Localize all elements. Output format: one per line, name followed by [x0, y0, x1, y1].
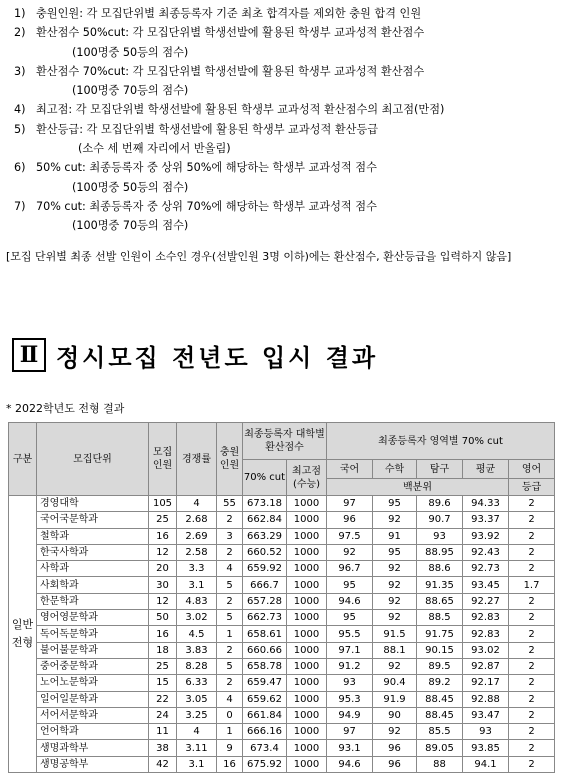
- data-cell: 673.4: [243, 740, 287, 756]
- data-cell: 2: [509, 512, 555, 528]
- data-cell: 2: [509, 528, 555, 544]
- unit-name-cell: 생명과학부: [37, 740, 149, 756]
- data-cell: 2: [217, 512, 243, 528]
- section-title: 정시모집 전년도 입시 결과: [56, 343, 379, 372]
- data-cell: 42: [149, 756, 177, 772]
- unit-name-cell: 언어학과: [37, 724, 149, 740]
- data-cell: 93.47: [463, 707, 509, 723]
- note-subtext: (100명중 50등의 점수): [72, 45, 189, 59]
- header-area-group: 최종등록자 영역별 70% cut: [327, 423, 555, 460]
- note-subtext-row: [8, 216, 556, 235]
- data-cell: 93.1: [327, 740, 373, 756]
- data-cell: 1000: [287, 593, 327, 609]
- data-cell: 660.66: [243, 642, 287, 658]
- data-cell: 92.73: [463, 561, 509, 577]
- note-text: 충원인원: 각 모집단위별 최종등록자 기준 최초 합격자를 제외한 충원 합격 인원: [36, 7, 422, 20]
- note-text: 70% cut: 최종등록자 중 상위 70%에 해당하는 학생부 교과성적 점수: [36, 199, 377, 213]
- data-cell: 92: [373, 724, 417, 740]
- data-cell: 22: [149, 691, 177, 707]
- data-cell: 91: [373, 528, 417, 544]
- data-cell: 88.45: [417, 707, 463, 723]
- data-cell: 673.18: [243, 496, 287, 512]
- data-cell: 38: [149, 740, 177, 756]
- data-cell: 93.37: [463, 512, 509, 528]
- data-cell: 1000: [287, 544, 327, 560]
- table-row: [9, 707, 555, 723]
- table-row: [9, 675, 555, 691]
- data-cell: 1000: [287, 756, 327, 772]
- data-cell: 55: [217, 496, 243, 512]
- table-row: [9, 642, 555, 658]
- data-cell: 94.1: [463, 756, 509, 772]
- table-row: [9, 740, 555, 756]
- data-cell: 97.1: [327, 642, 373, 658]
- data-cell: 2: [509, 675, 555, 691]
- data-cell: 1000: [287, 528, 327, 544]
- data-cell: 3.05: [177, 691, 217, 707]
- data-cell: 3.11: [177, 740, 217, 756]
- data-cell: 93.92: [463, 528, 509, 544]
- results-table: [8, 422, 555, 773]
- data-cell: 92.17: [463, 675, 509, 691]
- unit-name-cell: 영어영문학과: [37, 610, 149, 626]
- data-cell: 85.5: [417, 724, 463, 740]
- data-cell: 2: [217, 544, 243, 560]
- data-cell: 5: [217, 610, 243, 626]
- header-english: 영어: [509, 460, 555, 479]
- unit-name-cell: 사학과: [37, 561, 149, 577]
- data-cell: 3.1: [177, 577, 217, 593]
- data-cell: 88.65: [417, 593, 463, 609]
- unit-name-cell: 노어노문학과: [37, 675, 149, 691]
- table-row: [9, 724, 555, 740]
- data-cell: 1000: [287, 561, 327, 577]
- data-cell: 88.45: [417, 691, 463, 707]
- data-cell: 1000: [287, 577, 327, 593]
- data-cell: 91.35: [417, 577, 463, 593]
- data-cell: 94.33: [463, 496, 509, 512]
- note-number: 2): [14, 26, 26, 40]
- data-cell: 4: [217, 561, 243, 577]
- table-row: [9, 658, 555, 674]
- data-cell: 94.6: [327, 593, 373, 609]
- note-item: [8, 4, 556, 23]
- section-heading: [12, 332, 378, 378]
- data-cell: 92.88: [463, 691, 509, 707]
- data-cell: 4: [177, 496, 217, 512]
- data-cell: 660.52: [243, 544, 287, 560]
- data-cell: 95.3: [327, 691, 373, 707]
- data-cell: 90.15: [417, 642, 463, 658]
- data-cell: 95: [327, 577, 373, 593]
- data-cell: 1000: [287, 740, 327, 756]
- table-row: [9, 756, 555, 772]
- note-subtext-row: [8, 81, 556, 100]
- data-cell: 92: [373, 610, 417, 626]
- data-cell: 92: [373, 577, 417, 593]
- note-subtext: (소수 세 번째 자리에서 반올림): [78, 142, 231, 156]
- table-row: [9, 577, 555, 593]
- data-cell: 91.2: [327, 658, 373, 674]
- data-cell: 1000: [287, 610, 327, 626]
- data-cell: 2.69: [177, 528, 217, 544]
- data-cell: 1000: [287, 691, 327, 707]
- data-cell: 658.61: [243, 626, 287, 642]
- header-percentile: 백분위: [327, 479, 509, 496]
- note-item: [8, 100, 556, 119]
- note-number: 5): [14, 122, 26, 136]
- data-cell: 97.5: [327, 528, 373, 544]
- note-item: [8, 158, 556, 177]
- note-number: 4): [14, 103, 26, 117]
- data-cell: 661.84: [243, 707, 287, 723]
- data-cell: 92.43: [463, 544, 509, 560]
- table-row: [9, 528, 555, 544]
- data-cell: 2: [217, 642, 243, 658]
- header-korean: 국어: [327, 460, 373, 479]
- unit-name-cell: 한문학과: [37, 593, 149, 609]
- data-cell: 92.83: [463, 610, 509, 626]
- data-cell: 30: [149, 577, 177, 593]
- data-cell: 2: [509, 496, 555, 512]
- data-cell: 89.2: [417, 675, 463, 691]
- data-cell: 3.83: [177, 642, 217, 658]
- section-number-box: Ⅱ: [12, 338, 46, 372]
- data-cell: 94.9: [327, 707, 373, 723]
- data-cell: 91.9: [373, 691, 417, 707]
- table-row: [9, 496, 555, 512]
- data-cell: 94.6: [327, 756, 373, 772]
- data-cell: 24: [149, 707, 177, 723]
- table-row: [9, 626, 555, 642]
- data-cell: 88.5: [417, 610, 463, 626]
- bracket-note: [모집 단위별 최종 선발 인원이 소수인 경우(선발인원 3명 이하)에는 환산점수, 환산등급을 입력하지 않음]: [6, 250, 512, 263]
- data-cell: 18: [149, 642, 177, 658]
- note-text: 50% cut: 최종등록자 중 상위 50%에 해당하는 학생부 교과성적 점수: [36, 161, 377, 175]
- note-subtext: (100명중 70등의 점수): [72, 219, 189, 233]
- data-cell: 2: [509, 626, 555, 642]
- data-cell: 3.1: [177, 756, 217, 772]
- data-cell: 2: [509, 561, 555, 577]
- data-cell: 1000: [287, 626, 327, 642]
- data-cell: 95: [373, 544, 417, 560]
- data-cell: 1000: [287, 675, 327, 691]
- data-cell: 1000: [287, 642, 327, 658]
- header-cut70: 70% cut: [243, 460, 287, 496]
- data-cell: 0: [217, 707, 243, 723]
- data-cell: 90: [373, 707, 417, 723]
- data-cell: 4: [177, 724, 217, 740]
- data-cell: 1000: [287, 496, 327, 512]
- data-cell: 16: [149, 528, 177, 544]
- data-cell: 92: [373, 593, 417, 609]
- data-cell: 658.78: [243, 658, 287, 674]
- note-number: 3): [14, 64, 26, 78]
- data-cell: 90.7: [417, 512, 463, 528]
- data-cell: 91.75: [417, 626, 463, 642]
- data-cell: 2: [217, 675, 243, 691]
- data-cell: 93: [463, 724, 509, 740]
- header-inquiry: 탐구: [417, 460, 463, 479]
- data-cell: 1: [217, 724, 243, 740]
- data-cell: 88: [417, 756, 463, 772]
- unit-name-cell: 독어독문학과: [37, 626, 149, 642]
- data-cell: 8.28: [177, 658, 217, 674]
- data-cell: 2.68: [177, 512, 217, 528]
- note-subtext-row: [8, 43, 556, 62]
- data-cell: 95: [327, 610, 373, 626]
- data-cell: 675.92: [243, 756, 287, 772]
- data-cell: 4.5: [177, 626, 217, 642]
- data-cell: 4.83: [177, 593, 217, 609]
- data-cell: 88.1: [373, 642, 417, 658]
- header-competition: 경쟁률: [177, 423, 217, 496]
- note-number: 6): [14, 161, 26, 175]
- data-cell: 662.84: [243, 512, 287, 528]
- data-cell: 12: [149, 544, 177, 560]
- note-subtext-row: [8, 139, 556, 158]
- data-cell: 93.02: [463, 642, 509, 658]
- header-max: 최고점 (수능): [287, 460, 327, 496]
- data-cell: 6.33: [177, 675, 217, 691]
- header-additional: 충원 인원: [217, 423, 243, 496]
- data-cell: 1000: [287, 707, 327, 723]
- data-cell: 659.92: [243, 561, 287, 577]
- data-cell: 96: [373, 756, 417, 772]
- note-subtext-row: [8, 178, 556, 197]
- data-cell: 15: [149, 675, 177, 691]
- data-cell: 89.6: [417, 496, 463, 512]
- header-math: 수학: [373, 460, 417, 479]
- table-row: [9, 544, 555, 560]
- unit-name-cell: 한국사학과: [37, 544, 149, 560]
- data-cell: 50: [149, 610, 177, 626]
- data-cell: 93.85: [463, 740, 509, 756]
- note-item: [8, 62, 556, 81]
- data-cell: 5: [217, 577, 243, 593]
- unit-name-cell: 국어국문학과: [37, 512, 149, 528]
- data-cell: 3.02: [177, 610, 217, 626]
- data-cell: 93.45: [463, 577, 509, 593]
- data-cell: 2: [509, 544, 555, 560]
- unit-name-cell: 철학과: [37, 528, 149, 544]
- unit-name-cell: 생명공학부: [37, 756, 149, 772]
- table-row: [9, 561, 555, 577]
- data-cell: 1: [217, 626, 243, 642]
- note-text: 환산등급: 각 모집단위별 학생선발에 활용된 학생부 교과성적 환산등급: [36, 122, 379, 136]
- data-cell: 666.16: [243, 724, 287, 740]
- data-cell: 105: [149, 496, 177, 512]
- data-cell: 93: [417, 528, 463, 544]
- table-row: [9, 610, 555, 626]
- data-cell: 91.5: [373, 626, 417, 642]
- data-cell: 12: [149, 593, 177, 609]
- year-title: * 2022학년도 전형 결과: [6, 402, 125, 415]
- data-cell: 3: [217, 528, 243, 544]
- data-cell: 1.7: [509, 577, 555, 593]
- data-cell: 25: [149, 512, 177, 528]
- data-cell: 88.6: [417, 561, 463, 577]
- data-cell: 92.83: [463, 626, 509, 642]
- data-cell: 93: [327, 675, 373, 691]
- note-item: [8, 120, 556, 139]
- data-cell: 2: [509, 593, 555, 609]
- header-conv-group: 최종등록자 대학별 환산점수: [243, 423, 327, 460]
- data-cell: 97: [327, 496, 373, 512]
- header-avg: 평균: [463, 460, 509, 479]
- unit-name-cell: 일어일문학과: [37, 691, 149, 707]
- note-number: 1): [14, 7, 26, 20]
- header-group: 구분: [9, 423, 37, 496]
- data-cell: 95.5: [327, 626, 373, 642]
- table-row: [9, 512, 555, 528]
- note-item: [8, 23, 556, 42]
- data-cell: 2: [509, 724, 555, 740]
- unit-name-cell: 경영대학: [37, 496, 149, 512]
- unit-name-cell: 불어불문학과: [37, 642, 149, 658]
- header-unit: 모집단위: [37, 423, 149, 496]
- data-cell: 662.73: [243, 610, 287, 626]
- data-cell: 663.29: [243, 528, 287, 544]
- data-cell: 92.27: [463, 593, 509, 609]
- data-cell: 1000: [287, 724, 327, 740]
- data-cell: 2: [509, 707, 555, 723]
- data-cell: 96.7: [327, 561, 373, 577]
- unit-name-cell: 서어서문학과: [37, 707, 149, 723]
- data-cell: 2: [509, 756, 555, 772]
- data-cell: 2: [509, 658, 555, 674]
- data-cell: 95: [373, 496, 417, 512]
- data-cell: 92: [373, 561, 417, 577]
- data-cell: 3.3: [177, 561, 217, 577]
- unit-name-cell: 중어중문학과: [37, 658, 149, 674]
- table-row: [9, 593, 555, 609]
- data-cell: 96: [373, 740, 417, 756]
- data-cell: 11: [149, 724, 177, 740]
- data-cell: 89.5: [417, 658, 463, 674]
- data-cell: 666.7: [243, 577, 287, 593]
- data-cell: 90.4: [373, 675, 417, 691]
- data-cell: 92.87: [463, 658, 509, 674]
- table-row: [9, 691, 555, 707]
- data-cell: 2: [509, 642, 555, 658]
- note-text: 환산점수 70%cut: 각 모집단위별 학생선발에 활용된 학생부 교과성적 환산점수: [36, 64, 425, 78]
- group-cell: 일반 전형: [9, 496, 37, 773]
- data-cell: 16: [217, 756, 243, 772]
- note-text: 최고점: 각 모집단위별 학생선발에 활용된 학생부 교과성적 환산점수의 최고점(만점): [36, 103, 445, 117]
- data-cell: 2: [509, 610, 555, 626]
- data-cell: 92: [373, 658, 417, 674]
- data-cell: 657.28: [243, 593, 287, 609]
- data-cell: 16: [149, 626, 177, 642]
- notes-list: [8, 4, 556, 236]
- data-cell: 96: [327, 512, 373, 528]
- header-quota: 모집 인원: [149, 423, 177, 496]
- data-cell: 20: [149, 561, 177, 577]
- data-cell: 1000: [287, 658, 327, 674]
- note-text: 환산점수 50%cut: 각 모집단위별 학생선발에 활용된 학생부 교과성적 환산점수: [36, 26, 425, 40]
- data-cell: 2: [509, 691, 555, 707]
- note-number: 7): [14, 199, 26, 213]
- data-cell: 25: [149, 658, 177, 674]
- data-cell: 659.47: [243, 675, 287, 691]
- data-cell: 2: [217, 593, 243, 609]
- data-cell: 97: [327, 724, 373, 740]
- data-cell: 2.58: [177, 544, 217, 560]
- data-cell: 2: [509, 740, 555, 756]
- data-cell: 5: [217, 658, 243, 674]
- header-grade: 등급: [509, 479, 555, 496]
- note-subtext: (100명중 50등의 점수): [72, 180, 189, 194]
- data-cell: 88.95: [417, 544, 463, 560]
- data-cell: 659.62: [243, 691, 287, 707]
- unit-name-cell: 사회학과: [37, 577, 149, 593]
- data-cell: 92: [327, 544, 373, 560]
- data-cell: 89.05: [417, 740, 463, 756]
- data-cell: 1000: [287, 512, 327, 528]
- data-cell: 3.25: [177, 707, 217, 723]
- note-subtext: (100명중 70등의 점수): [72, 84, 189, 98]
- note-item: [8, 197, 556, 216]
- data-cell: 4: [217, 691, 243, 707]
- data-cell: 9: [217, 740, 243, 756]
- data-cell: 92: [373, 512, 417, 528]
